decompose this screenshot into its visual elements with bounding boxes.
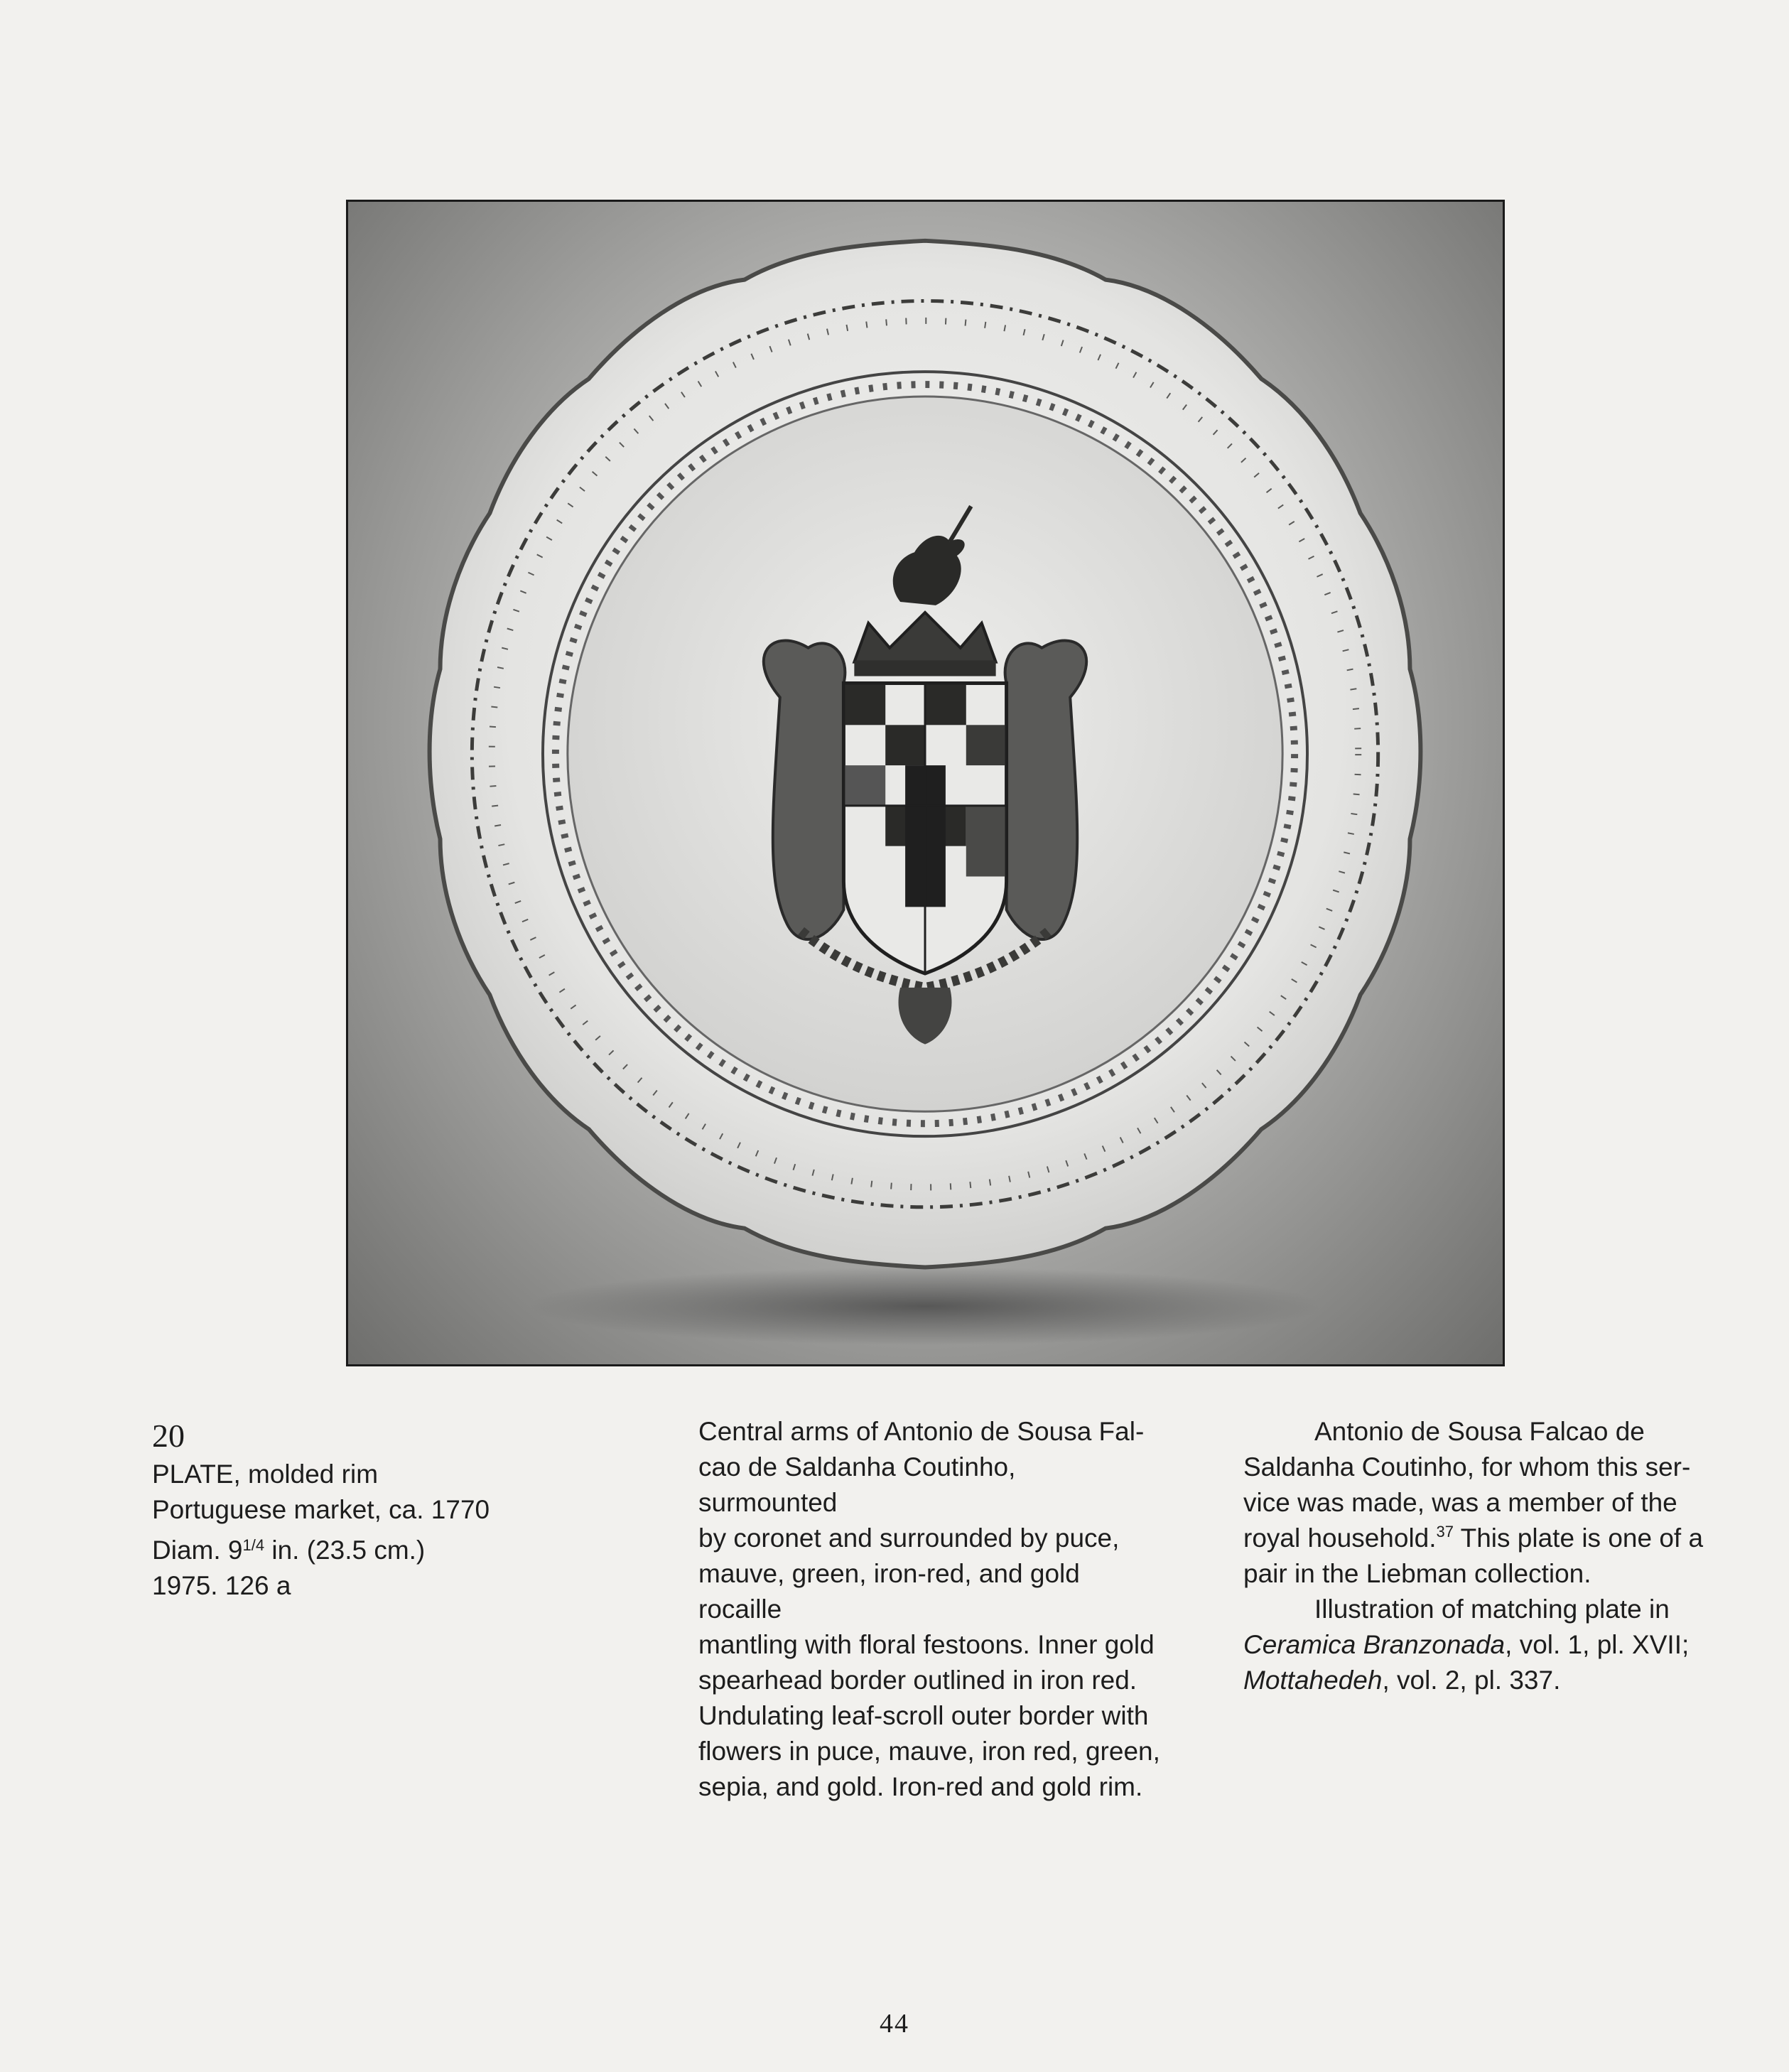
notes-line: pair in the Liebman collection. [1243, 1559, 1591, 1588]
shield-quarter [845, 765, 885, 806]
notes-paragraph-1 [1243, 1414, 1705, 1592]
description-line: cao de Saldanha Coutinho, surmounted [698, 1452, 1016, 1517]
shield-quarter [966, 806, 1005, 877]
notes-line: Illustration of matching plate in [1314, 1595, 1670, 1624]
description-line: Undulating leaf-scroll outer border with [698, 1701, 1149, 1730]
plate-illustration [348, 202, 1503, 1364]
shield-quarter [845, 685, 885, 725]
description-line: mantling with floral festoons. Inner gold [698, 1630, 1155, 1659]
notes-paragraph-2 [1243, 1592, 1705, 1698]
description-line: flowers in puce, mauve, iron red, green, [698, 1737, 1160, 1766]
description-line: Central arms of Antonio de Sousa Fal- [698, 1417, 1145, 1446]
description-column [698, 1414, 1160, 1805]
shield-quarter [885, 725, 926, 765]
reference-title: Ceramica Branzonada [1243, 1630, 1506, 1659]
description-line: spearhead border outlined in iron red. [698, 1666, 1137, 1695]
description-text [698, 1414, 1160, 1805]
catalog-entry [152, 1415, 593, 1604]
notes-column [1243, 1414, 1705, 1698]
object-market-date: Portuguese market, ca. 1770 [152, 1495, 490, 1524]
catalog-number: 20 [152, 1418, 185, 1454]
shield-quarter [926, 685, 966, 725]
accession-number: 1975. 126 a [152, 1571, 291, 1600]
description-line: sepia, and gold. Iron-red and gold rim. [698, 1772, 1143, 1801]
dimensions-rest: in. (23.5 cm.) [264, 1536, 426, 1565]
plate-shadow [529, 1267, 1322, 1345]
description-line: by coronet and surrounded by puce, [698, 1523, 1120, 1553]
notes-line: vice was made, was a member of the [1243, 1488, 1677, 1517]
page-number: 44 [880, 2009, 909, 2039]
footnote-marker: 37 [1436, 1523, 1454, 1540]
notes-line: This plate is one of a [1454, 1523, 1704, 1553]
reference-detail: , vol. 2, pl. 337. [1382, 1666, 1561, 1695]
notes-line: Antonio de Sousa Falcao de [1314, 1417, 1645, 1446]
object-dimensions [152, 1528, 593, 1568]
notes-line: Saldanha Coutinho, for whom this ser- [1243, 1452, 1691, 1482]
reference-title: Mottahedeh [1243, 1666, 1383, 1695]
shield-quarter [966, 725, 1005, 765]
dimensions-fraction: 1/4 [242, 1536, 265, 1554]
dimensions-whole: Diam. 9 [152, 1536, 243, 1565]
reference-detail: , vol. 1, pl. XVII; [1505, 1630, 1690, 1659]
description-line: mauve, green, iron-red, and gold rocaille [698, 1559, 1080, 1624]
notes-line: royal household. [1243, 1523, 1437, 1553]
object-title: PLATE, molded rim [152, 1459, 379, 1489]
plate-photograph [346, 200, 1505, 1366]
coronet-band [854, 661, 995, 676]
